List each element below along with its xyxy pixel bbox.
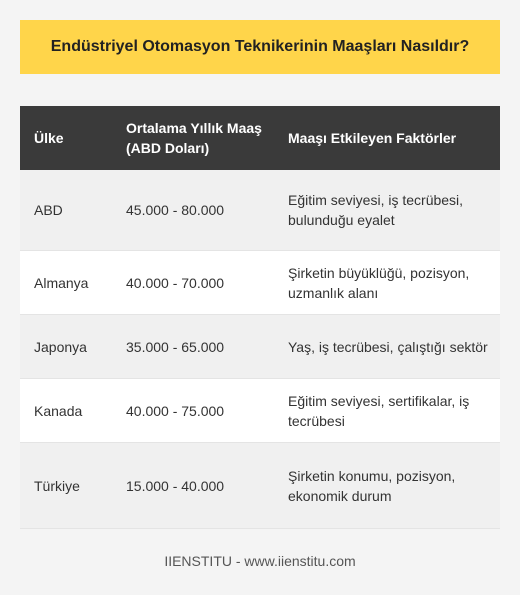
country-cell: ABD bbox=[20, 170, 112, 251]
table-row bbox=[20, 443, 500, 529]
salary-table bbox=[20, 106, 500, 529]
table-header-row bbox=[20, 106, 500, 170]
table-row bbox=[20, 315, 500, 379]
factors-cell: Yaş, iş tecrübesi, çalıştığı sektör bbox=[274, 315, 500, 379]
table-row bbox=[20, 251, 500, 315]
factors-cell: Eğitim seviyesi, sertifikalar, iş tecrübesi bbox=[274, 379, 500, 443]
table-row bbox=[20, 379, 500, 443]
salary-cell: 15.000 - 40.000 bbox=[112, 443, 274, 529]
salary-cell: 40.000 - 70.000 bbox=[112, 251, 274, 315]
header-country: Ülke bbox=[20, 106, 112, 170]
header-factors: Maaşı Etkileyen Faktörler bbox=[274, 106, 500, 170]
footer-credit: IIENSTITU - www.iienstitu.com bbox=[164, 553, 356, 569]
country-cell: Almanya bbox=[20, 251, 112, 315]
page-title: Endüstriyel Otomasyon Teknikerinin Maaşları Nasıldır? bbox=[20, 20, 500, 74]
salary-cell: 45.000 - 80.000 bbox=[112, 170, 274, 251]
country-cell: Kanada bbox=[20, 379, 112, 443]
country-cell: Türkiye bbox=[20, 443, 112, 529]
country-cell: Japonya bbox=[20, 315, 112, 379]
factors-cell: Eğitim seviyesi, iş tecrübesi, bulunduğu eyalet bbox=[274, 170, 500, 251]
header-salary: Ortalama Yıllık Maaş (ABD Doları) bbox=[112, 106, 274, 170]
factors-cell: Şirketin büyüklüğü, pozisyon, uzmanlık alanı bbox=[274, 251, 500, 315]
salary-cell: 35.000 - 65.000 bbox=[112, 315, 274, 379]
factors-cell: Şirketin konumu, pozisyon, ekonomik durum bbox=[274, 443, 500, 529]
salary-cell: 40.000 - 75.000 bbox=[112, 379, 274, 443]
table-row bbox=[20, 170, 500, 251]
